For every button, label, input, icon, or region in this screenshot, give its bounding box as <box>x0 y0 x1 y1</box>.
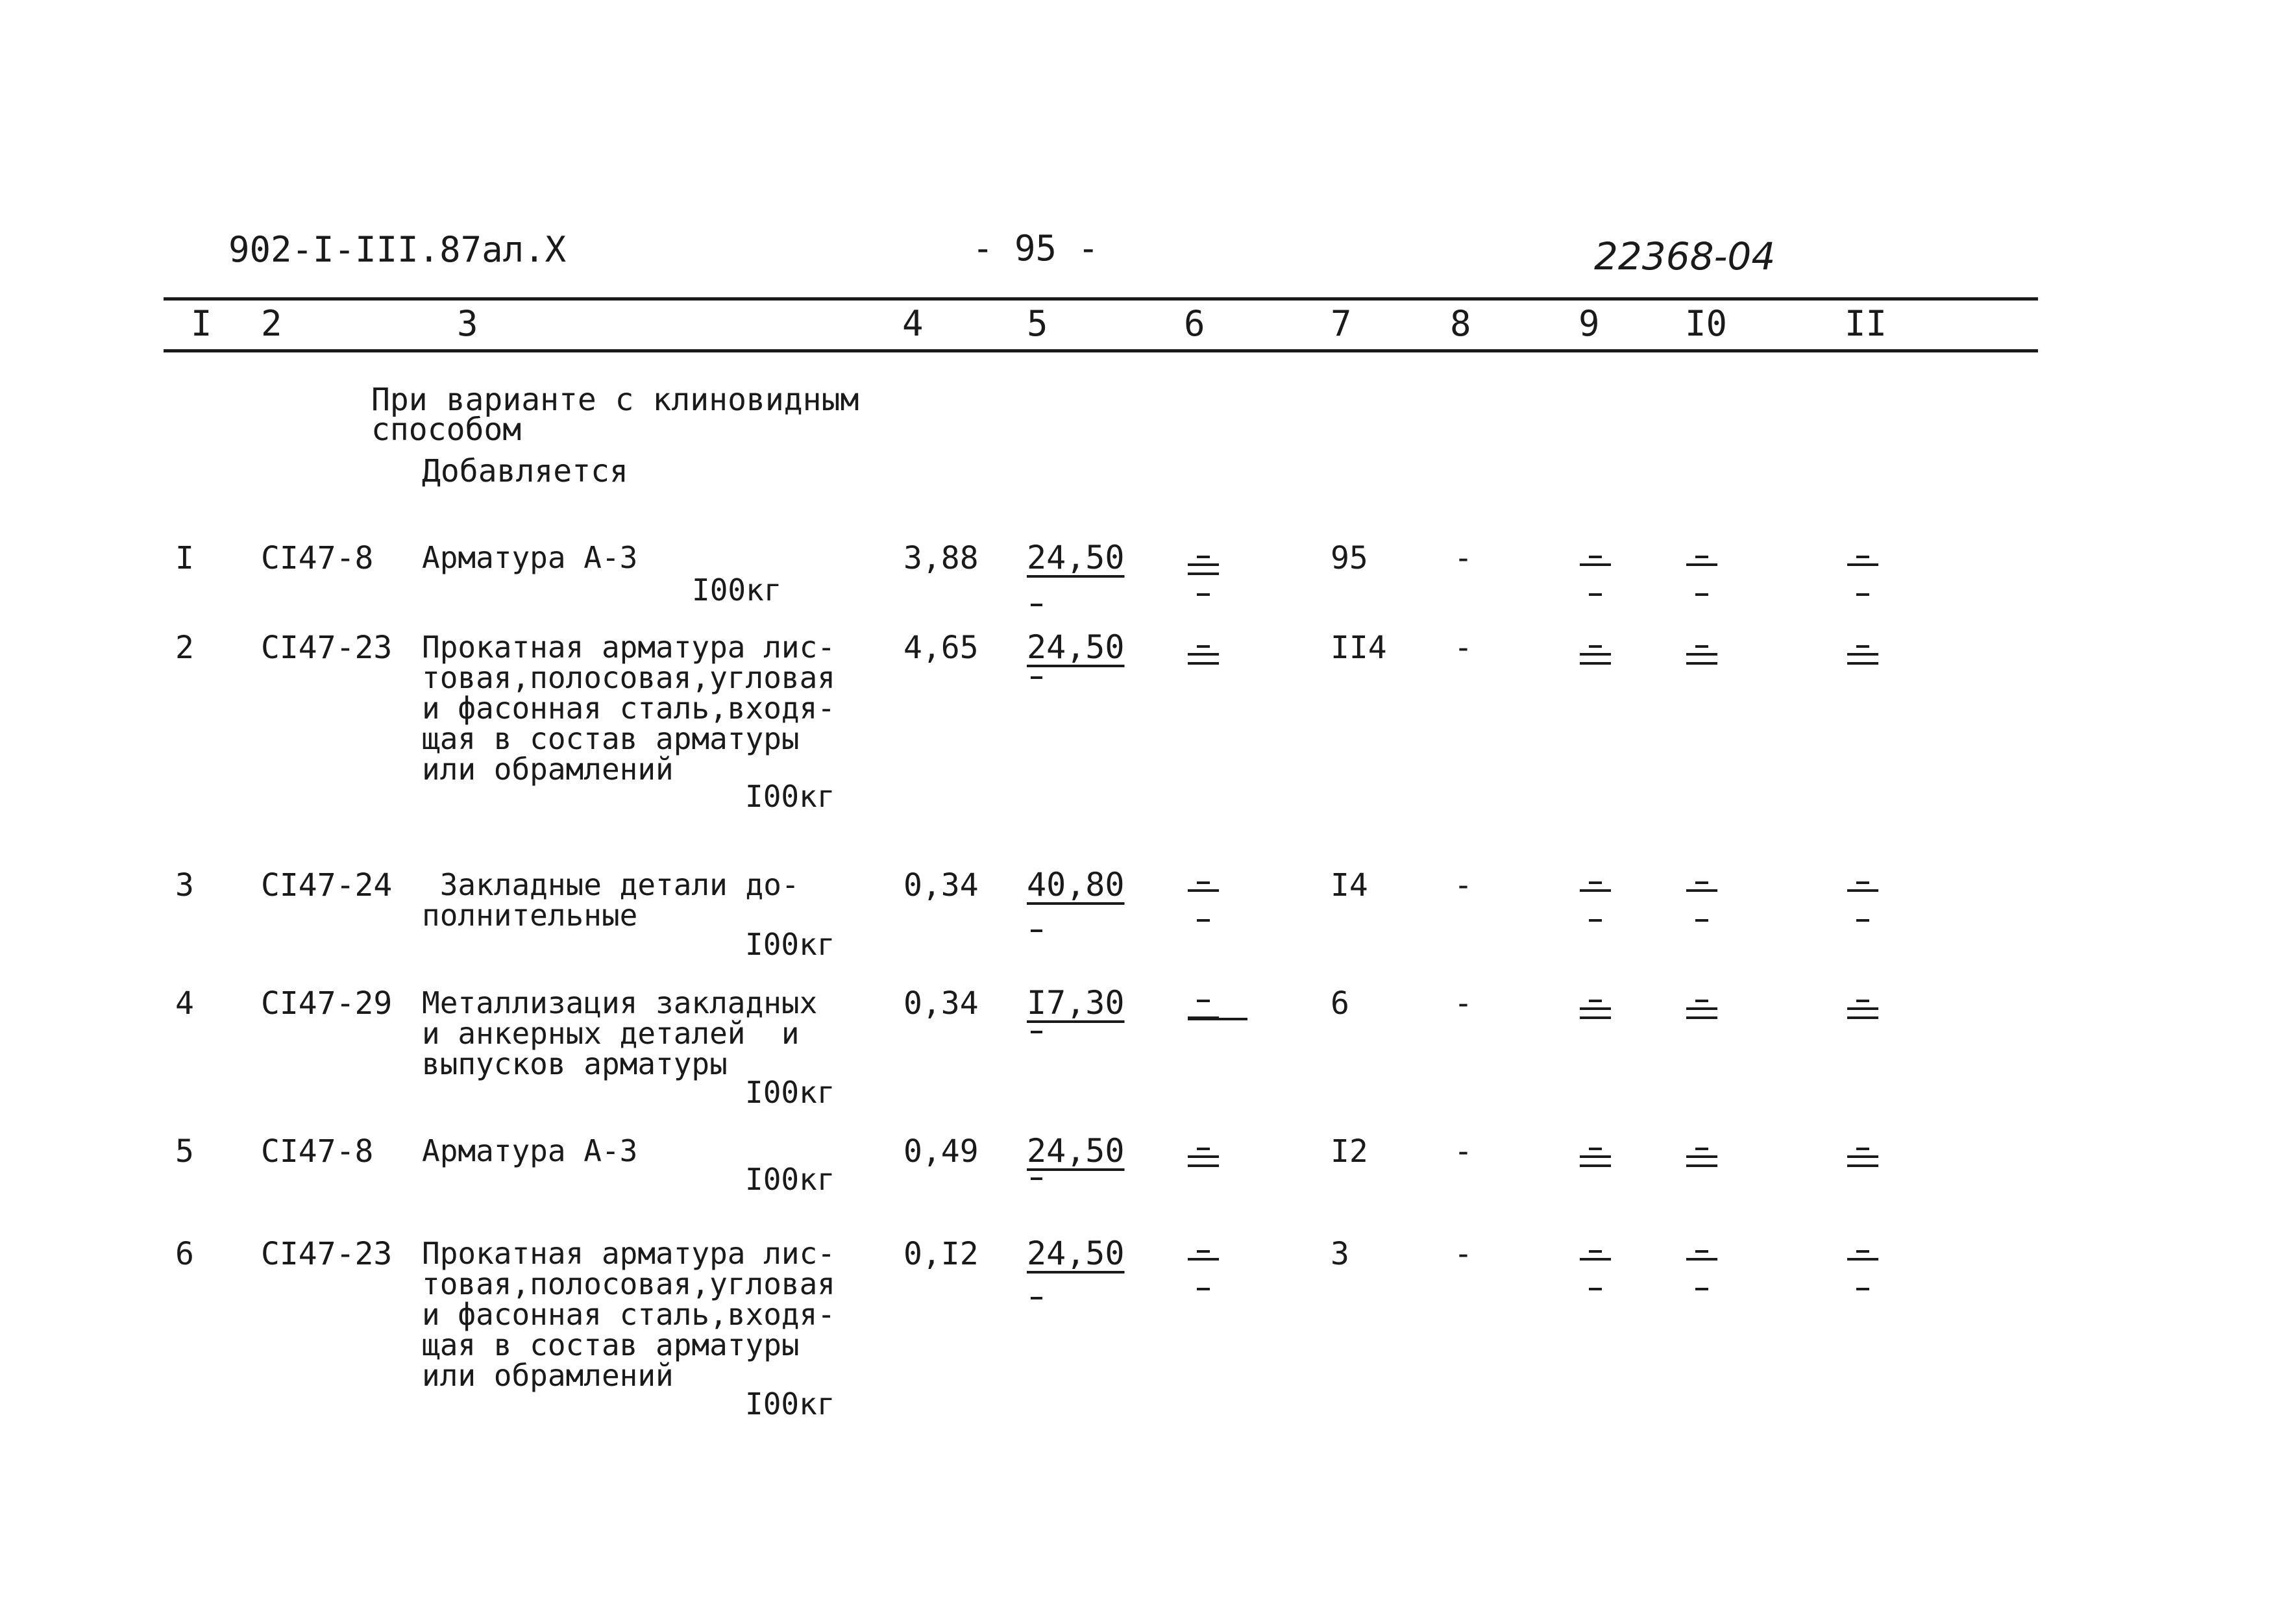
dash-fraction-col6 <box>1185 1145 1227 1197</box>
row-unit: I00кг <box>745 1386 835 1421</box>
dash-fraction-col9 <box>1577 879 1619 931</box>
section-title-line1: При варианте с клиновидным <box>371 382 859 418</box>
dash-fraction-col11 <box>1845 1145 1886 1197</box>
column-header-2: 2 <box>261 303 282 344</box>
dash-fraction-col10 <box>1684 643 1725 695</box>
row-quantity: 0,34 <box>903 985 979 1022</box>
row-quantity: 3,88 <box>903 540 979 576</box>
row-unit-price: 40,80 <box>1027 866 1125 904</box>
row-description: Арматура А-3 <box>422 540 638 575</box>
dash-fraction-col6 <box>1185 643 1227 695</box>
column-header-1: I <box>191 303 212 344</box>
row-col7: 3 <box>1331 1236 1349 1272</box>
column-header-6: 6 <box>1184 303 1205 344</box>
row-quantity: 0,49 <box>903 1133 979 1170</box>
row-description: Прокатная арматура лис- товая,полосовая,угловая и фасонная сталь,входя- щая в состав арматуры или обрамлений <box>422 1236 835 1393</box>
dash-fraction-col6 <box>1185 997 1227 1049</box>
row-unit: I00кг <box>745 779 835 814</box>
dash-mark <box>1031 676 1042 679</box>
dash-fraction-col6 <box>1185 553 1227 605</box>
dash-mark <box>1031 1297 1042 1299</box>
dash-fraction-col11 <box>1845 997 1886 1049</box>
row-col8: - <box>1454 540 1473 576</box>
row-unit: I00кг <box>692 572 782 608</box>
row-unit: I00кг <box>745 1162 835 1197</box>
column-header-5: 5 <box>1027 303 1048 344</box>
row-code: CI47-8 <box>261 1133 374 1170</box>
row-number: 6 <box>175 1236 194 1272</box>
section-subtitle: Добавляется <box>422 453 628 489</box>
row-col8: - <box>1454 1236 1473 1272</box>
row-number: I <box>175 540 194 576</box>
row-col7: I2 <box>1331 1133 1368 1170</box>
dash-fraction-col11 <box>1845 879 1886 931</box>
row-number: 4 <box>175 985 194 1022</box>
document-number: 22368-04 <box>1594 234 1776 278</box>
dash-mark <box>1031 1031 1042 1033</box>
row-col8: - <box>1454 985 1473 1022</box>
row-unit: I00кг <box>745 927 835 962</box>
row-quantity: 0,34 <box>903 867 979 904</box>
column-header-4: 4 <box>902 303 924 344</box>
row-description: Арматура А-3 <box>422 1133 638 1168</box>
row-col7: II4 <box>1331 630 1387 666</box>
row-code: CI47-23 <box>261 630 393 666</box>
row-col7: 6 <box>1331 985 1349 1022</box>
column-header-8: 8 <box>1450 303 1471 344</box>
column-header-10: I0 <box>1685 303 1728 344</box>
row-unit-price: 24,50 <box>1027 1235 1125 1272</box>
row-description: Прокатная арматура лис- товая,полосовая,угловая и фасонная сталь,входя- щая в состав арматуры или обрамлений <box>422 630 835 787</box>
dash-fraction-col9 <box>1577 997 1619 1049</box>
row-code: CI47-24 <box>261 867 393 904</box>
dash-mark <box>1031 604 1042 606</box>
dash-fraction-col9 <box>1577 553 1619 605</box>
row-number: 2 <box>175 630 194 666</box>
row-code: CI47-29 <box>261 985 393 1022</box>
row-unit-price: I7,30 <box>1027 984 1125 1022</box>
section-title-line2: способом <box>371 412 522 448</box>
row-unit-price: 24,50 <box>1027 628 1125 666</box>
dash-fraction-col10 <box>1684 553 1725 605</box>
table-top-rule <box>164 297 2038 301</box>
row-col8: - <box>1454 1133 1473 1170</box>
document-code: 902-I-III.87ал.X <box>228 229 567 270</box>
dash-fraction-col11 <box>1845 553 1886 605</box>
dash-fraction-col10 <box>1684 997 1725 1049</box>
row-col7: I4 <box>1331 867 1368 904</box>
row-number: 3 <box>175 867 194 904</box>
row-col7: 95 <box>1331 540 1368 576</box>
row-quantity: 0,I2 <box>903 1236 979 1272</box>
column-header-9: 9 <box>1578 303 1600 344</box>
dash-fraction-col11 <box>1845 643 1886 695</box>
dash-fraction-col11 <box>1845 1248 1886 1299</box>
dash-fraction-col9 <box>1577 1248 1619 1299</box>
row-col8: - <box>1454 867 1473 904</box>
dash-fraction-col10 <box>1684 1145 1725 1197</box>
dash-fraction-col6 <box>1185 879 1227 931</box>
row-number: 5 <box>175 1133 194 1170</box>
row-code: CI47-8 <box>261 540 374 576</box>
dash-fraction-col10 <box>1684 1248 1725 1299</box>
column-header-3: 3 <box>457 303 478 344</box>
table-header-bottom-rule <box>164 349 2038 352</box>
dash-fraction-col6 <box>1185 1248 1227 1299</box>
row-description: Закладные детали до- полнительные <box>422 867 800 933</box>
row-description: Металлизация закладных и анкерных деталей и выпусков арматуры <box>422 985 818 1081</box>
row-col8: - <box>1454 630 1473 666</box>
dash-fraction-col9 <box>1577 643 1619 695</box>
row-quantity: 4,65 <box>903 630 979 666</box>
dash-fraction-col9 <box>1577 1145 1619 1197</box>
row-unit-price: 24,50 <box>1027 539 1125 576</box>
dash-mark <box>1031 929 1042 932</box>
row-code: CI47-23 <box>261 1236 393 1272</box>
dash-fraction-col10 <box>1684 879 1725 931</box>
page-number: - 95 - <box>972 228 1099 269</box>
row-unit: I00кг <box>745 1075 835 1110</box>
column-header-7: 7 <box>1331 303 1352 344</box>
column-header-11: II <box>1845 303 1887 344</box>
row-unit-price: 24,50 <box>1027 1132 1125 1170</box>
dash-mark <box>1031 1177 1042 1180</box>
